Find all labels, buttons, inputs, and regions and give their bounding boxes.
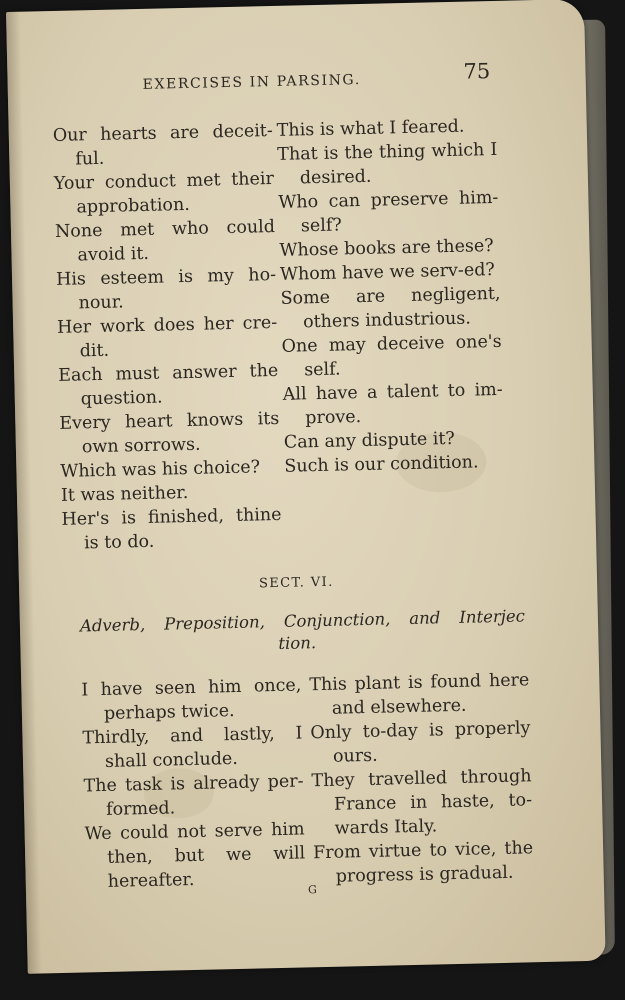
subheading-line: Adverb, Preposition, Conjunction, and Interjec <box>79 606 526 636</box>
exercise-sentence: Such is our condition. <box>284 452 479 477</box>
exercise-sentence: Our hearts are deceit-ful. <box>52 120 273 170</box>
exercise-sentence: We could not serve him then, but we will hereafter. <box>84 819 306 892</box>
exercise-column-right <box>276 114 504 479</box>
section-subheading <box>80 604 526 659</box>
exercise-sentence: From virtue to vice, the progress is gradual. <box>312 838 534 887</box>
exercise-sentence: Thirdly, and lastly, I shall conclude. <box>82 723 303 772</box>
exercise-sentence: I have seen him once, perhaps twice. <box>81 675 302 724</box>
exercise-sentence: His esteem is my ho-nour. <box>55 264 277 314</box>
exercise-sentence: This is what I feared. <box>276 116 465 141</box>
exercise-sentence: They travelled through France in haste, to-wards Italy. <box>311 766 533 839</box>
exercise-column-right <box>309 668 534 889</box>
exercise-sentence: Can any dispute it? <box>283 428 456 453</box>
exercise-sentence: Your conduct met their approbation. <box>53 168 275 218</box>
book-page <box>6 0 606 974</box>
exercise-sentence: It was neither. <box>60 482 189 506</box>
exercise-sentence: Only to-day is properly ours. <box>310 718 531 767</box>
exercise-sentence: None met who could avoid it. <box>54 216 276 266</box>
exercise-sentence: This plant is found here and elsewhere. <box>309 670 530 719</box>
page-number: 75 <box>463 59 491 84</box>
exercise-sentence: Her work does her cre-dit. <box>56 312 278 362</box>
exercise-sentence: That is the thing which I desired. <box>277 139 498 189</box>
exercise-sentence: Whom have we serv-ed? <box>279 259 496 285</box>
exercise-sentence: Whose books are these? <box>279 235 494 261</box>
page-gutter-shadow <box>6 12 42 974</box>
subheading-line: tion. <box>278 633 317 653</box>
exercise-column-left <box>81 673 306 894</box>
exercise-sentence: Her's is finished, thine is to do. <box>61 504 282 554</box>
running-head: EXERCISES IN PARSING. <box>142 71 361 93</box>
exercise-sentence: The task is already per-formed. <box>83 771 304 820</box>
section-heading: SECT. VI. <box>258 574 334 592</box>
signature-mark: G <box>307 883 317 897</box>
exercise-sentence: Who can preserve him-self? <box>278 187 499 237</box>
exercise-sentence: All have a talent to im-prove. <box>282 379 503 429</box>
exercise-sentence: One may deceive one's self. <box>281 331 502 381</box>
exercise-sentence: Which was his choice? <box>60 457 261 482</box>
exercise-sentence: Each must answer the question. <box>58 360 279 410</box>
exercise-sentence: Every heart knows its own sorrows. <box>59 408 280 458</box>
exercise-sentence: Some are negligent, others industrious. <box>280 283 501 333</box>
exercise-column-left <box>53 119 283 556</box>
